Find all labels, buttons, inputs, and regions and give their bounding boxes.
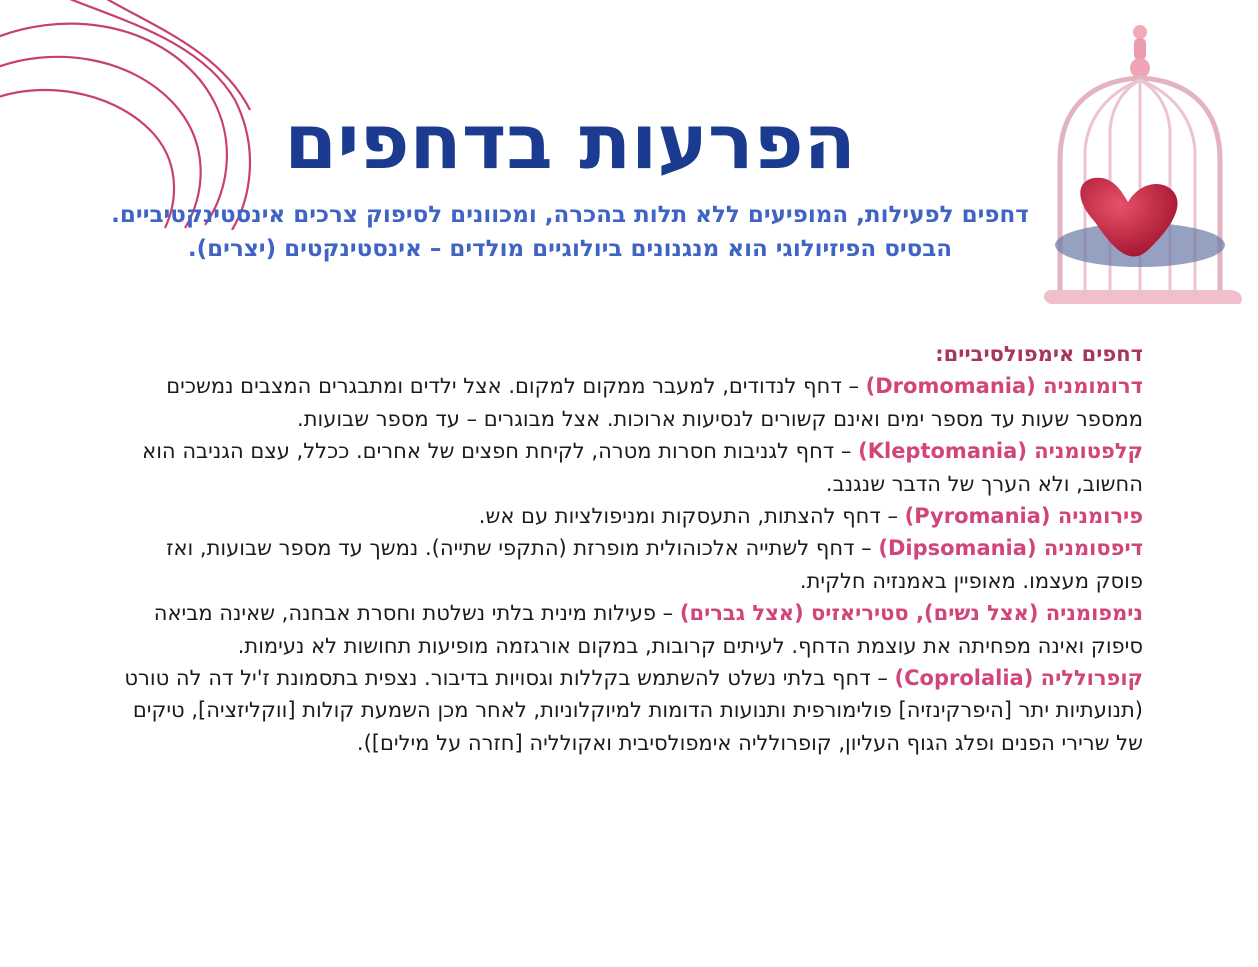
entry-term: נימפומניה (אצל נשים), סטיריאזיס (אצל גברים)	[679, 601, 1143, 626]
entry-term: דיפסומניה (Dipsomania)	[878, 536, 1143, 561]
entry-nymphomania	[113, 597, 1143, 662]
entry-coprolalia	[113, 662, 1143, 759]
entry-pyromania	[113, 500, 1143, 532]
entry-term: דרומומניה (Dromomania)	[865, 374, 1143, 399]
section-heading: דחפים אימפולסיביים:	[935, 342, 1143, 366]
entry-text: – דחף בלתי נשלט להשתמש בקללות וגסויות בדיבור. נצפית בתסמונת ז'יל דה לה טורט (תנועתיות יתר [היפרקינזיה] פולימורפית ותנועות הדומות למיוקלוניות, לאחר מכן השמעת קולות [ווקליזציה], טיקים של שרירי הפנים ופלג הגוף העליון, קופרולליה אימפולסיבית ואקולליה [חזרה על מילים]).	[124, 666, 1143, 755]
swirl-lines-decoration	[0, 0, 260, 230]
entry-term: קלפטומניה (Kleptomania)	[858, 439, 1143, 464]
birdcage-with-heart-icon	[1040, 10, 1250, 310]
entry-text: – פעילות מינית בלתי נשלטת וחסרת אבחנה, שאינה מביאה סיפוק ואינה מפחיתה את עוצמת הדחף. לעיתים קרובות, במקום אורגזמה מופיעות תחושות לא נעימות.	[153, 601, 1143, 658]
page-title: הפרעות בדחפים	[284, 97, 856, 186]
entry-text: – דחף להצתות, התעסקות ומניפולציות עם אש.	[478, 504, 905, 529]
entry-text: – דחף לשתייה אלכוהולית מופרזת (התקפי שתייה). נמשך עד מספר שבועות, ואז פוסק מעצמו. מאופיין באמנזיה חלקית.	[166, 536, 1143, 593]
intro-paragraph: דחפים לפעילות, המופיעים ללא תלות בהכרה, ומכוונים לסיפוק צרכים אינסטינקטיביים. הבסיס הפיזיולוגי הוא מנגנונים ביולוגיים מולדים – אינסטינקטים (יצרים).	[111, 202, 1029, 262]
entry-term: קופרולליה (Coprolalia)	[894, 666, 1143, 691]
entry-text: – דחף לנדודים, למעבר ממקום למקום. אצל ילדים ומתבגרים המצבים נמשכים ממספר שעות עד מספר ימים ואינם קשורים לנסיעות ארוכות. אצל מבוגרים – עד מספר שבועות.	[166, 374, 1143, 431]
entry-term: פירומניה (Pyromania)	[904, 504, 1143, 529]
entry-text: – דחף לגניבות חסרות מטרה, לקיחת חפצים של אחרים. ככלל, עצם הגניבה הוא החשוב, ולא הערך של הדבר שנגנב.	[142, 439, 1143, 496]
content-body	[113, 338, 1143, 759]
entry-kleptomania	[113, 435, 1143, 500]
entry-dipsomania	[113, 532, 1143, 597]
entry-dromomania	[113, 370, 1143, 435]
